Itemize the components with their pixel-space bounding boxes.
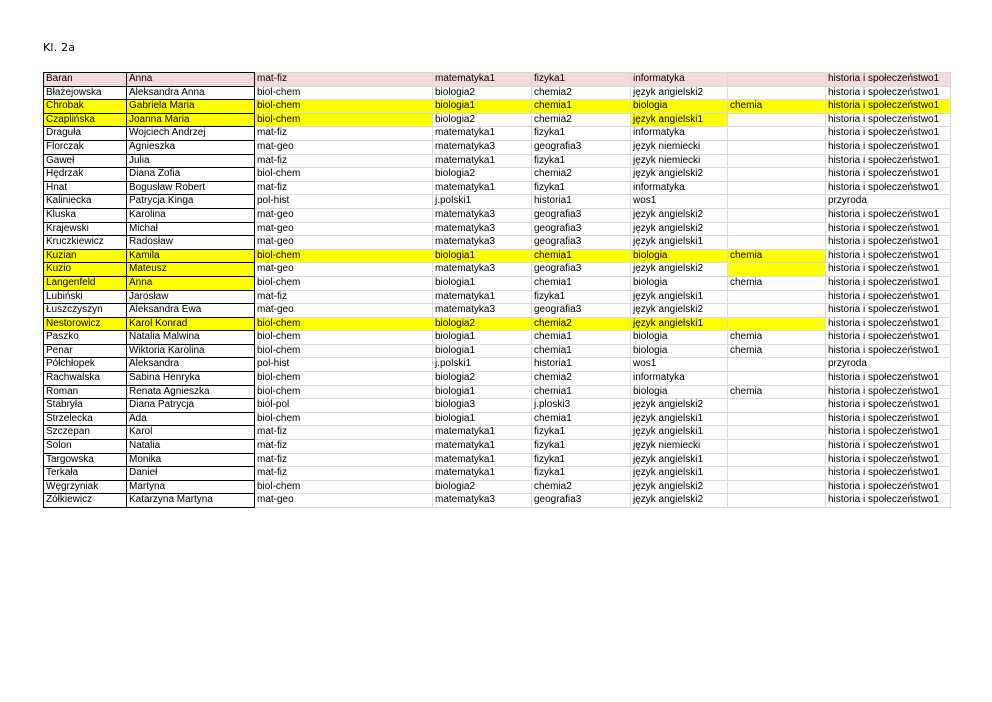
subject4-cell[interactable] (728, 290, 826, 304)
subject4-cell[interactable]: chemia (728, 276, 826, 290)
subject2-cell[interactable]: chemia2 (532, 372, 631, 386)
subject5-cell[interactable]: historia i społeczeństwo1 (826, 467, 951, 481)
surname-cell[interactable]: Kaliniecka (44, 195, 127, 209)
subject3-cell[interactable]: język angielski2 (631, 399, 728, 413)
subject4-cell[interactable] (728, 73, 826, 87)
subject1-cell[interactable]: matematyka3 (433, 140, 532, 154)
subject3-cell[interactable]: język angielski1 (631, 467, 728, 481)
subject3-cell[interactable]: język angielski1 (631, 412, 728, 426)
table-row (44, 453, 951, 467)
subject3-cell[interactable]: język angielski2 (631, 304, 728, 318)
profile-cell[interactable]: mat-geo (255, 236, 433, 250)
subject2-cell[interactable]: chemia2 (532, 168, 631, 182)
subject3-cell[interactable]: informatyka (631, 372, 728, 386)
first-name-cell[interactable]: Renata Agnieszka (127, 385, 255, 399)
subject4-cell[interactable] (728, 113, 826, 127)
table-row (44, 127, 951, 141)
first-name-cell[interactable]: Danieł (127, 467, 255, 481)
subject3-cell[interactable]: informatyka (631, 181, 728, 195)
first-name-cell[interactable]: Gabriela Maria (127, 100, 255, 114)
subject1-cell[interactable]: biologia1 (433, 412, 532, 426)
first-name-cell[interactable]: Anna (127, 276, 255, 290)
subject5-cell[interactable]: historia i społeczeństwo1 (826, 453, 951, 467)
subject5-cell[interactable]: historia i społeczeństwo1 (826, 113, 951, 127)
subject5-cell[interactable]: historia i społeczeństwo1 (826, 317, 951, 331)
subject2-cell[interactable]: chemia1 (532, 276, 631, 290)
subject2-cell[interactable]: historia1 (532, 195, 631, 209)
surname-cell[interactable]: Węgrzyniak (44, 480, 127, 494)
surname-cell[interactable]: Rachwalska (44, 372, 127, 386)
table-row (44, 154, 951, 168)
profile-cell[interactable]: pol-hist (255, 358, 433, 372)
table-row (44, 195, 951, 209)
subject3-cell[interactable]: wos1 (631, 358, 728, 372)
subject3-cell[interactable]: język angielski2 (631, 168, 728, 182)
subject2-cell[interactable]: j.ploski3 (532, 399, 631, 413)
subject5-cell[interactable]: historia i społeczeństwo1 (826, 412, 951, 426)
first-name-cell[interactable]: Natalia Malwina (127, 331, 255, 345)
subject3-cell[interactable]: informatyka (631, 73, 728, 87)
subject2-cell[interactable]: fizyka1 (532, 453, 631, 467)
subject3-cell[interactable]: język niemiecki (631, 140, 728, 154)
subject2-cell[interactable]: chemia1 (532, 331, 631, 345)
subject4-cell[interactable] (728, 440, 826, 454)
subject4-cell[interactable]: chemia (728, 344, 826, 358)
subject4-cell[interactable] (728, 304, 826, 318)
subject4-cell[interactable] (728, 480, 826, 494)
subject5-cell[interactable]: historia i społeczeństwo1 (826, 249, 951, 263)
surname-cell[interactable]: Żółkiewicz (44, 494, 127, 508)
subject3-cell[interactable]: język angielski1 (631, 426, 728, 440)
subject4-cell[interactable] (728, 86, 826, 100)
subject3-cell[interactable]: biologia (631, 344, 728, 358)
subject5-cell[interactable]: historia i społeczeństwo1 (826, 181, 951, 195)
profile-cell[interactable]: biol-chem (255, 385, 433, 399)
first-name-cell[interactable]: Karol Konrad (127, 317, 255, 331)
profile-cell[interactable]: biol-chem (255, 86, 433, 100)
first-name-cell[interactable]: Aleksandra Ewa (127, 304, 255, 318)
table-row (44, 100, 951, 114)
first-name-cell[interactable]: Monika (127, 453, 255, 467)
subject5-cell[interactable]: historia i społeczeństwo1 (826, 263, 951, 277)
subject2-cell[interactable]: chemia1 (532, 412, 631, 426)
subject3-cell[interactable]: język angielski2 (631, 494, 728, 508)
table-row (44, 249, 951, 263)
subject4-cell[interactable] (728, 140, 826, 154)
subject3-cell[interactable]: wos1 (631, 195, 728, 209)
subject5-cell[interactable]: historia i społeczeństwo1 (826, 86, 951, 100)
subject5-cell[interactable]: historia i społeczeństwo1 (826, 440, 951, 454)
subject1-cell[interactable]: biologia2 (433, 113, 532, 127)
table-row (44, 73, 951, 87)
subject1-cell[interactable]: biologia1 (433, 249, 532, 263)
profile-cell[interactable]: mat-geo (255, 140, 433, 154)
table-row (44, 467, 951, 481)
subject2-cell[interactable]: fizyka1 (532, 127, 631, 141)
table-row (44, 236, 951, 250)
subject2-cell[interactable]: geografia3 (532, 263, 631, 277)
first-name-cell[interactable]: Mateusz (127, 263, 255, 277)
surname-cell[interactable]: Terkała (44, 467, 127, 481)
table-row (44, 140, 951, 154)
subject2-cell[interactable]: fizyka1 (532, 290, 631, 304)
subject2-cell[interactable]: chemia2 (532, 113, 631, 127)
first-name-cell[interactable]: Bogusław Robert (127, 181, 255, 195)
subject4-cell[interactable] (728, 154, 826, 168)
first-name-cell[interactable]: Aleksandra Anna (127, 86, 255, 100)
surname-cell[interactable]: Florczak (44, 140, 127, 154)
profile-cell[interactable]: pol-hist (255, 195, 433, 209)
first-name-cell[interactable]: Kamila (127, 249, 255, 263)
subject4-cell[interactable] (728, 263, 826, 277)
subject4-cell[interactable] (728, 453, 826, 467)
subject3-cell[interactable]: język angielski2 (631, 222, 728, 236)
subject1-cell[interactable]: biologia1 (433, 276, 532, 290)
subject4-cell[interactable]: chemia (728, 331, 826, 345)
profile-cell[interactable]: mat-fiz (255, 73, 433, 87)
table-row (44, 113, 951, 127)
subject2-cell[interactable]: fizyka1 (532, 73, 631, 87)
subject3-cell[interactable]: biologia (631, 276, 728, 290)
subject1-cell[interactable]: biologia1 (433, 331, 532, 345)
subject3-cell[interactable]: język niemiecki (631, 154, 728, 168)
profile-cell[interactable]: biol-chem (255, 168, 433, 182)
profile-cell[interactable]: mat-fiz (255, 440, 433, 454)
subject4-cell[interactable] (728, 181, 826, 195)
subject1-cell[interactable]: j.polski1 (433, 195, 532, 209)
first-name-cell[interactable]: Michał (127, 222, 255, 236)
surname-cell[interactable]: Gaweł (44, 154, 127, 168)
profile-cell[interactable]: biol-chem (255, 317, 433, 331)
subject5-cell[interactable]: historia i społeczeństwo1 (826, 344, 951, 358)
subject3-cell[interactable]: język niemiecki (631, 440, 728, 454)
subject2-cell[interactable]: chemia1 (532, 344, 631, 358)
subject4-cell[interactable] (728, 168, 826, 182)
subject1-cell[interactable]: matematyka1 (433, 453, 532, 467)
subject1-cell[interactable]: biologia2 (433, 86, 532, 100)
surname-cell[interactable]: Kruczkiewicz (44, 236, 127, 250)
surname-cell[interactable]: Kluska (44, 208, 127, 222)
subject2-cell[interactable]: fizyka1 (532, 467, 631, 481)
subject5-cell[interactable]: historia i społeczeństwo1 (826, 73, 951, 87)
sheet-title: Kl. 2a (43, 41, 76, 54)
profile-cell[interactable]: biol-chem (255, 249, 433, 263)
first-name-cell[interactable]: Ada (127, 412, 255, 426)
subject2-cell[interactable]: chemia2 (532, 480, 631, 494)
subject5-cell[interactable]: historia i społeczeństwo1 (826, 208, 951, 222)
surname-cell[interactable]: Paszko (44, 331, 127, 345)
subject1-cell[interactable]: matematyka3 (433, 236, 532, 250)
subject1-cell[interactable]: biologia2 (433, 372, 532, 386)
first-name-cell[interactable]: Sabina Henryka (127, 372, 255, 386)
table-row (44, 222, 951, 236)
subject1-cell[interactable]: biologia3 (433, 399, 532, 413)
first-name-cell[interactable]: Martyna (127, 480, 255, 494)
subject2-cell[interactable]: chemia1 (532, 249, 631, 263)
subject3-cell[interactable]: język angielski1 (631, 113, 728, 127)
table-row (44, 86, 951, 100)
table-row (44, 181, 951, 195)
subject1-cell[interactable]: matematyka1 (433, 73, 532, 87)
subject5-cell[interactable]: historia i społeczeństwo1 (826, 304, 951, 318)
subject4-cell[interactable] (728, 426, 826, 440)
subject4-cell[interactable] (728, 222, 826, 236)
profile-cell[interactable]: mat-fiz (255, 467, 433, 481)
first-name-cell[interactable]: Karolina (127, 208, 255, 222)
subject2-cell[interactable]: geografia3 (532, 222, 631, 236)
subject1-cell[interactable]: matematyka3 (433, 263, 532, 277)
table-row (44, 317, 951, 331)
first-name-cell[interactable]: Agnieszka (127, 140, 255, 154)
profile-cell[interactable]: mat-geo (255, 222, 433, 236)
subject5-cell[interactable]: historia i społeczeństwo1 (826, 372, 951, 386)
profile-cell[interactable]: mat-fiz (255, 426, 433, 440)
subject4-cell[interactable] (728, 127, 826, 141)
subject2-cell[interactable]: fizyka1 (532, 426, 631, 440)
first-name-cell[interactable]: Diana Patrycja (127, 399, 255, 413)
subject5-cell[interactable]: historia i społeczeństwo1 (826, 480, 951, 494)
subject3-cell[interactable]: język angielski2 (631, 263, 728, 277)
first-name-cell[interactable]: Jarosław (127, 290, 255, 304)
subject1-cell[interactable]: matematyka3 (433, 208, 532, 222)
table-row (44, 494, 951, 508)
profile-cell[interactable]: biol-chem (255, 276, 433, 290)
subject4-cell[interactable] (728, 208, 826, 222)
subject1-cell[interactable]: matematyka3 (433, 222, 532, 236)
first-name-cell[interactable]: Diana Zofia (127, 168, 255, 182)
subject1-cell[interactable]: matematyka1 (433, 290, 532, 304)
surname-cell[interactable]: Krajewski (44, 222, 127, 236)
subject1-cell[interactable]: matematyka1 (433, 440, 532, 454)
subject5-cell[interactable]: historia i społeczeństwo1 (826, 399, 951, 413)
subject3-cell[interactable]: język angielski1 (631, 453, 728, 467)
surname-cell[interactable]: Solon (44, 440, 127, 454)
surname-cell[interactable]: Langenfeld (44, 276, 127, 290)
table-row (44, 290, 951, 304)
subject2-cell[interactable]: geografia3 (532, 208, 631, 222)
profile-cell[interactable]: mat-fiz (255, 453, 433, 467)
surname-cell[interactable]: Szczepan (44, 426, 127, 440)
profile-cell[interactable]: biol-pol (255, 399, 433, 413)
profile-cell[interactable]: biol-chem (255, 372, 433, 386)
subject3-cell[interactable]: język angielski1 (631, 236, 728, 250)
surname-cell[interactable]: Lubiński (44, 290, 127, 304)
subject5-cell[interactable]: historia i społeczeństwo1 (826, 154, 951, 168)
subject1-cell[interactable]: biologia1 (433, 100, 532, 114)
subject1-cell[interactable]: biologia2 (433, 480, 532, 494)
subject4-cell[interactable]: chemia (728, 249, 826, 263)
surname-cell[interactable]: Baran (44, 73, 127, 87)
table-row (44, 331, 951, 345)
first-name-cell[interactable]: Anna (127, 73, 255, 87)
surname-cell[interactable]: Półchłopek (44, 358, 127, 372)
subject1-cell[interactable]: biologia2 (433, 317, 532, 331)
subject3-cell[interactable]: biologia (631, 385, 728, 399)
table-row (44, 358, 951, 372)
profile-cell[interactable]: mat-geo (255, 494, 433, 508)
subject2-cell[interactable]: fizyka1 (532, 154, 631, 168)
first-name-cell[interactable]: Joanna Maria (127, 113, 255, 127)
subject2-cell[interactable]: geografia3 (532, 494, 631, 508)
subject1-cell[interactable]: matematyka1 (433, 181, 532, 195)
subject4-cell[interactable]: chemia (728, 385, 826, 399)
subject3-cell[interactable]: język angielski2 (631, 86, 728, 100)
subject2-cell[interactable]: geografia3 (532, 236, 631, 250)
profile-cell[interactable]: mat-geo (255, 263, 433, 277)
subject5-cell[interactable]: historia i społeczeństwo1 (826, 100, 951, 114)
subject1-cell[interactable]: matematyka1 (433, 426, 532, 440)
surname-cell[interactable]: Hędrzak (44, 168, 127, 182)
profile-cell[interactable]: biol-chem (255, 331, 433, 345)
subject1-cell[interactable]: biologia1 (433, 385, 532, 399)
table-row (44, 263, 951, 277)
subject1-cell[interactable]: matematyka1 (433, 127, 532, 141)
first-name-cell[interactable]: Natalia (127, 440, 255, 454)
subject4-cell[interactable] (728, 467, 826, 481)
subject5-cell[interactable]: historia i społeczeństwo1 (826, 426, 951, 440)
profile-cell[interactable]: mat-geo (255, 208, 433, 222)
subject4-cell[interactable]: chemia (728, 100, 826, 114)
table-row (44, 385, 951, 399)
first-name-cell[interactable]: Wojciech Andrzej (127, 127, 255, 141)
table-row (44, 168, 951, 182)
profile-cell[interactable]: mat-fiz (255, 154, 433, 168)
first-name-cell[interactable]: Julia (127, 154, 255, 168)
surname-cell[interactable]: Kuzian (44, 249, 127, 263)
subject4-cell[interactable] (728, 358, 826, 372)
subject5-cell[interactable]: historia i społeczeństwo1 (826, 331, 951, 345)
subject5-cell[interactable]: historia i społeczeństwo1 (826, 140, 951, 154)
subject2-cell[interactable]: chemia2 (532, 317, 631, 331)
subject4-cell[interactable] (728, 236, 826, 250)
subject4-cell[interactable] (728, 372, 826, 386)
subject5-cell[interactable]: historia i społeczeństwo1 (826, 127, 951, 141)
subject3-cell[interactable]: język angielski2 (631, 480, 728, 494)
subject4-cell[interactable] (728, 317, 826, 331)
first-name-cell[interactable]: Wiktoria Karolina (127, 344, 255, 358)
subject1-cell[interactable]: j.polski1 (433, 358, 532, 372)
surname-cell[interactable]: Strzelecka (44, 412, 127, 426)
profile-cell[interactable]: mat-fiz (255, 181, 433, 195)
subject5-cell[interactable]: przyroda (826, 358, 951, 372)
subject1-cell[interactable]: matematyka1 (433, 154, 532, 168)
subject3-cell[interactable]: informatyka (631, 127, 728, 141)
subject1-cell[interactable]: matematyka1 (433, 467, 532, 481)
table-row (44, 412, 951, 426)
subject2-cell[interactable]: geografia3 (532, 140, 631, 154)
surname-cell[interactable]: Chrobak (44, 100, 127, 114)
subject4-cell[interactable] (728, 399, 826, 413)
subject2-cell[interactable]: chemia1 (532, 100, 631, 114)
table-row (44, 440, 951, 454)
surname-cell[interactable]: Penar (44, 344, 127, 358)
first-name-cell[interactable]: Aleksandra (127, 358, 255, 372)
subject2-cell[interactable]: historia1 (532, 358, 631, 372)
subject3-cell[interactable]: język angielski2 (631, 208, 728, 222)
roster-body (44, 73, 951, 508)
profile-cell[interactable]: biol-chem (255, 412, 433, 426)
surname-cell[interactable]: Błażejowska (44, 86, 127, 100)
profile-cell[interactable]: biol-chem (255, 480, 433, 494)
table-row (44, 399, 951, 413)
profile-cell[interactable]: mat-fiz (255, 127, 433, 141)
table-row (44, 372, 951, 386)
surname-cell[interactable]: Nestorowicz (44, 317, 127, 331)
table-row (44, 344, 951, 358)
class-roster-table (43, 72, 951, 508)
subject3-cell[interactable]: biologia (631, 331, 728, 345)
subject4-cell[interactable] (728, 195, 826, 209)
surname-cell[interactable]: Draguła (44, 127, 127, 141)
subject5-cell[interactable]: historia i społeczeństwo1 (826, 494, 951, 508)
first-name-cell[interactable]: Patrycja Kinga (127, 195, 255, 209)
subject1-cell[interactable]: matematyka3 (433, 494, 532, 508)
subject5-cell[interactable]: historia i społeczeństwo1 (826, 222, 951, 236)
table-row (44, 276, 951, 290)
table-row (44, 304, 951, 318)
subject1-cell[interactable]: matematyka3 (433, 304, 532, 318)
subject2-cell[interactable]: geografia3 (532, 304, 631, 318)
profile-cell[interactable]: biol-chem (255, 344, 433, 358)
first-name-cell[interactable]: Katarzyna Martyna (127, 494, 255, 508)
subject3-cell[interactable]: język angielski1 (631, 290, 728, 304)
subject5-cell[interactable]: historia i społeczeństwo1 (826, 385, 951, 399)
subject3-cell[interactable]: język angielski1 (631, 317, 728, 331)
subject2-cell[interactable]: fizyka1 (532, 440, 631, 454)
subject1-cell[interactable]: biologia1 (433, 344, 532, 358)
surname-cell[interactable]: Czaplińska (44, 113, 127, 127)
subject5-cell[interactable]: historia i społeczeństwo1 (826, 168, 951, 182)
subject5-cell[interactable]: historia i społeczeństwo1 (826, 276, 951, 290)
profile-cell[interactable]: mat-fiz (255, 290, 433, 304)
surname-cell[interactable]: Hnat (44, 181, 127, 195)
table-row (44, 426, 951, 440)
subject3-cell[interactable]: biologia (631, 100, 728, 114)
subject1-cell[interactable]: biologia2 (433, 168, 532, 182)
profile-cell[interactable]: biol-chem (255, 100, 433, 114)
surname-cell[interactable]: Łuszczyszyn (44, 304, 127, 318)
subject4-cell[interactable] (728, 494, 826, 508)
table-row (44, 208, 951, 222)
subject2-cell[interactable]: chemia2 (532, 86, 631, 100)
surname-cell[interactable]: Targowska (44, 453, 127, 467)
subject3-cell[interactable]: biologia (631, 249, 728, 263)
surname-cell[interactable]: Kuzio (44, 263, 127, 277)
profile-cell[interactable]: mat-geo (255, 304, 433, 318)
first-name-cell[interactable]: Radosław (127, 236, 255, 250)
surname-cell[interactable]: Stabryła (44, 399, 127, 413)
subject2-cell[interactable]: chemia1 (532, 385, 631, 399)
subject2-cell[interactable]: fizyka1 (532, 181, 631, 195)
subject5-cell[interactable]: przyroda (826, 195, 951, 209)
first-name-cell[interactable]: Karol (127, 426, 255, 440)
table-row (44, 480, 951, 494)
profile-cell[interactable]: biol-chem (255, 113, 433, 127)
surname-cell[interactable]: Roman (44, 385, 127, 399)
subject5-cell[interactable]: historia i społeczeństwo1 (826, 236, 951, 250)
subject5-cell[interactable]: historia i społeczeństwo1 (826, 290, 951, 304)
subject4-cell[interactable] (728, 412, 826, 426)
